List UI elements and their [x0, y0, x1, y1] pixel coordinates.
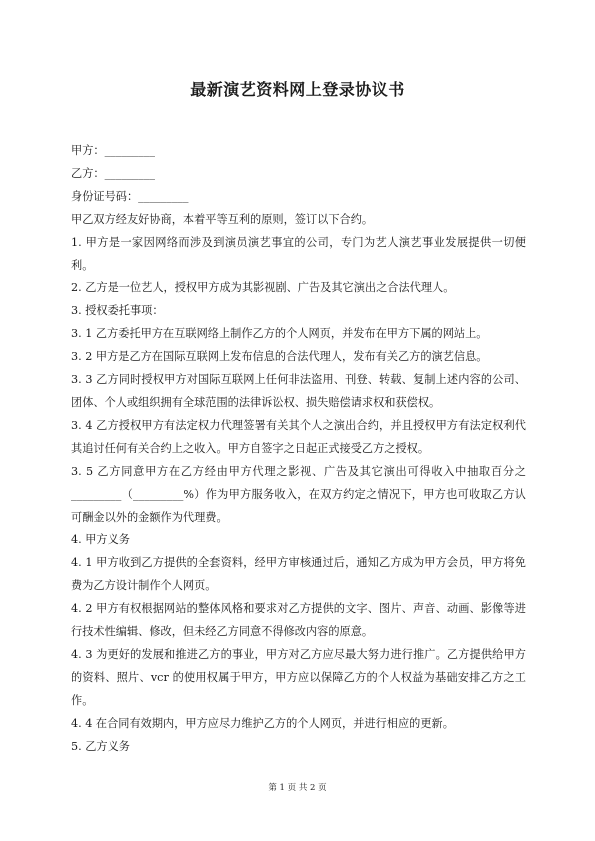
paragraph-clause-4-heading: 4. 甲方义务	[71, 533, 130, 547]
paragraph-preamble: 甲乙双方经友好协商，本着平等互利的原则，签订以下合约。	[71, 212, 374, 226]
paragraph-clause-5-heading: 5. 乙方义务	[71, 739, 130, 753]
paragraph-clause-3-1: 3. 1 乙方委托甲方在互联网络上制作乙方的个人网页，并发布在甲方下属的网站上。	[71, 327, 488, 341]
page-footer: 第 1 页 共 2 页	[268, 783, 327, 793]
paragraph-clause-3-3: 3. 3 乙方同时授权甲方对国际互联网上任何非法盗用、刊登、转载、复制上述内容的公司、团体、个人或组织拥有全球范围的法律诉讼权、损失赔偿请求权和获偿权。	[71, 373, 526, 409]
paragraph-clause-3-4: 3. 4 乙方授权甲方有法定权力代理签署有关其个人之演出合约，并且授权甲方有法定权利代其追讨任何有关合约上之收入。甲方自签字之日起正式接受乙方之授权。	[71, 418, 526, 455]
paragraph-party-a: 甲方：_________	[71, 144, 155, 157]
paragraph-clause-3-2: 3. 2 甲方是乙方在国际互联网上发布信息的合法代理人，发布有关乙方的演艺信息。	[71, 350, 488, 364]
paragraph-clause-3-heading: 3. 授权委托事项：	[71, 304, 164, 318]
document-title: 最新演艺资料网上登录协议书	[190, 80, 405, 99]
document-body	[71, 140, 526, 758]
paragraph-clause-4-1: 4. 1 甲方收到乙方提供的全套资料，经甲方审核通过后，通知乙方成为甲方会员，甲方将免费为乙方设计制作个人网页。	[71, 556, 526, 593]
paragraph-clause-1: 1. 甲方是一家因网络而涉及到演员演艺事宜的公司，专门为艺人演艺事业发展提供一切便利。	[71, 235, 526, 272]
paragraph-party-b: 乙方：_________	[71, 166, 155, 180]
paragraph-clause-4-2: 4. 2 甲方有权根据网站的整体风格和要求对乙方提供的文字、图片、声音、动画、影像等进行技术性编辑、修改，但未经乙方同意不得修改内容的原意。	[71, 602, 526, 639]
paragraph-clause-4-4: 4. 4 在合同有效期内，甲方应尽力维护乙方的个人网页，并进行相应的更新。	[71, 716, 454, 730]
paragraph-id-number: 身份证号码：_________	[71, 189, 189, 203]
paragraph-clause-3-5: 3. 5 乙方同意甲方在乙方经由甲方代理之影视、广告及其它演出可得收入中抽取百分之_________（_________%）作为甲方服务收入，在双方约定之情况下，甲方也可收取乙方认可酬金以外的金额作为代理费。	[71, 464, 526, 524]
paragraph-clause-4-3: 4. 3 为更好的发展和推进乙方的事业，甲方对乙方应尽最大努力进行推广。乙方提供给甲方的资料、照片、vcr 的使用权属于甲方，甲方应以保障乙方的个人权益为基础安排乙方之工作。	[71, 647, 526, 707]
paragraph-clause-2: 2. 乙方是一位艺人，授权甲方成为其影视剧、广告及其它演出之合法代理人。	[71, 281, 455, 295]
